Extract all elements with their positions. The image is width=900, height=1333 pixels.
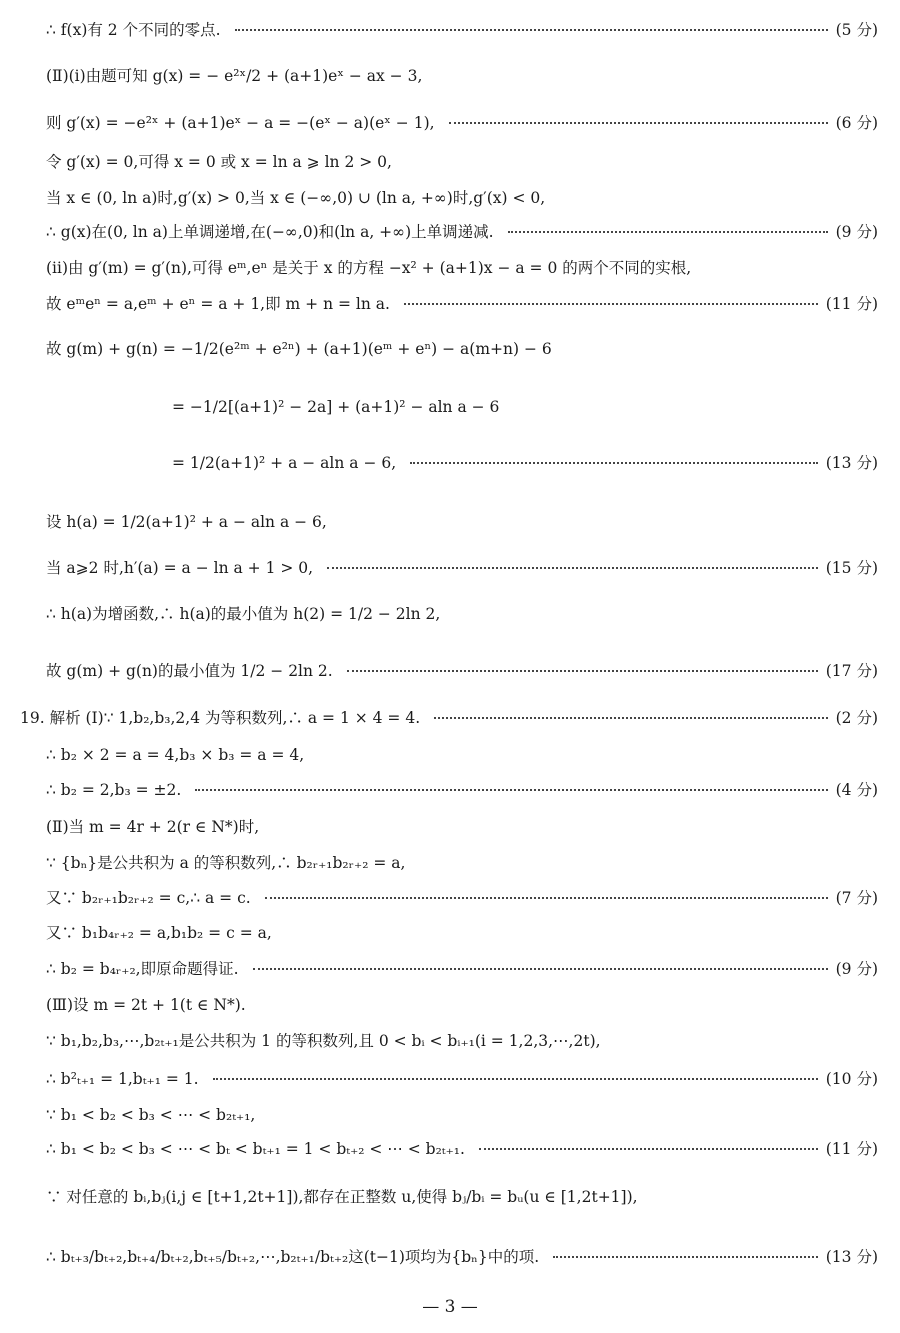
text-line	[0, 1182, 900, 1212]
leader-dots	[479, 1148, 818, 1150]
line-text: 19. 解析 (Ⅰ)∵ 1,b₂,b₃,2,4 为等积数列,∴ a = 1 × 4 = 4.	[20, 709, 421, 727]
text-line	[0, 775, 900, 805]
line-text: 故 g(m) + g(n) = −1/2(e²ᵐ + e²ⁿ) + (a+1)(eᵐ + eⁿ) − a(m+n) − 6	[46, 340, 552, 358]
text-line	[0, 553, 900, 583]
leader-dots	[410, 462, 818, 464]
leader-dots	[449, 122, 828, 124]
line-text: ∴ b₂ = b₄ᵣ₊₂,即原命题得证.	[46, 960, 239, 978]
text-line	[0, 1026, 900, 1056]
score-label: (9 分)	[835, 960, 878, 978]
text-line	[0, 217, 900, 247]
line-text: ∵ b₁ < b₂ < b₃ < ⋯ < b₂ₜ₊₁,	[46, 1106, 256, 1124]
text-line	[0, 289, 900, 319]
line-text: 故 eᵐeⁿ = a,eᵐ + eⁿ = a + 1,即 m + n = ln a.	[46, 295, 390, 313]
text-line	[0, 918, 900, 948]
line-text: (ⅱ)由 g′(m) = g′(n),可得 eᵐ,eⁿ 是关于 x 的方程 −x² + (a+1)x − a = 0 的两个不同的实根,	[46, 259, 692, 277]
text-line	[0, 656, 900, 686]
score-label: (17 分)	[825, 662, 878, 680]
text-line	[0, 1242, 900, 1272]
line-text: 设 h(a) = 1/2(a+1)² + a − aln a − 6,	[46, 513, 327, 531]
leader-dots	[327, 567, 818, 569]
score-label: (11 分)	[825, 295, 878, 313]
leader-dots	[213, 1078, 818, 1080]
score-label: (4 分)	[835, 781, 878, 799]
leader-dots	[265, 897, 828, 899]
leader-dots	[404, 303, 818, 305]
line-text: (Ⅲ)设 m = 2t + 1(t ∈ N*).	[46, 996, 246, 1014]
score-label: (9 分)	[835, 223, 878, 241]
score-label: (10 分)	[825, 1070, 878, 1088]
line-text: ∴ b₁ < b₂ < b₃ < ⋯ < bₜ < bₜ₊₁ = 1 < bₜ₊₂ < ⋯ < b₂ₜ₊₁.	[46, 1140, 465, 1158]
score-label: (13 分)	[825, 454, 878, 472]
line-text: ∴ f(x)有 2 个不同的零点.	[46, 21, 221, 39]
leader-dots	[553, 1256, 818, 1258]
text-line	[0, 990, 900, 1020]
text-line	[0, 883, 900, 913]
line-text: 则 g′(x) = −e²ˣ + (a+1)eˣ − a = −(eˣ − a)(eˣ − 1),	[46, 114, 435, 132]
text-line	[0, 334, 900, 364]
line-text: = 1/2(a+1)² + a − aln a − 6,	[172, 454, 397, 472]
line-text: (Ⅱ)(ⅰ)由题可知 g(x) = − e²ˣ/2 + (a+1)eˣ − ax − 3,	[46, 67, 423, 85]
line-text: 令 g′(x) = 0,可得 x = 0 或 x = ln a ⩾ ln 2 > 0,	[46, 153, 392, 171]
line-text: ∵ b₁,b₂,b₃,⋯,b₂ₜ₊₁是公共积为 1 的等积数列,且 0 < bᵢ < bᵢ₊₁(i = 1,2,3,⋯,2t),	[46, 1032, 601, 1050]
text-line	[0, 253, 900, 283]
text-line	[0, 392, 900, 422]
text-line	[0, 15, 900, 45]
line-text: ∴ bₜ₊₃/bₜ₊₂,bₜ₊₄/bₜ₊₂,bₜ₊₅/bₜ₊₂,⋯,b₂ₜ₊₁/bₜ₊₂这(t−1)项均为{bₙ}中的项.	[46, 1248, 540, 1266]
line-text: (Ⅱ)当 m = 4r + 2(r ∈ N*)时,	[46, 818, 260, 836]
score-label: (6 分)	[835, 114, 878, 132]
text-line	[0, 954, 900, 984]
line-text: ∴ g(x)在(0, ln a)上单调递增,在(−∞,0)和(ln a, +∞)上单调递减.	[46, 223, 494, 241]
line-text: ∴ h(a)为增函数,∴ h(a)的最小值为 h(2) = 1/2 − 2ln 2,	[46, 605, 441, 623]
leader-dots	[434, 717, 828, 719]
leader-dots	[508, 231, 828, 233]
text-line	[0, 848, 900, 878]
text-line	[0, 812, 900, 842]
text-line	[0, 507, 900, 537]
text-line	[0, 1064, 900, 1094]
line-text: 又∵ b₂ᵣ₊₁b₂ᵣ₊₂ = c,∴ a = c.	[46, 889, 251, 907]
text-line	[0, 599, 900, 629]
score-label: (5 分)	[835, 21, 878, 39]
line-text: 当 x ∈ (0, ln a)时,g′(x) > 0,当 x ∈ (−∞,0) ∪ (ln a, +∞)时,g′(x) < 0,	[46, 189, 546, 207]
score-label: (2 分)	[835, 709, 878, 727]
score-label: (15 分)	[825, 559, 878, 577]
score-label: (7 分)	[835, 889, 878, 907]
text-line	[0, 183, 900, 213]
line-text: ∴ b₂ = 2,b₃ = ±2.	[46, 781, 182, 799]
leader-dots	[195, 789, 828, 791]
text-line	[0, 147, 900, 177]
text-line	[0, 703, 900, 733]
line-text: 故 g(m) + g(n)的最小值为 1/2 − 2ln 2.	[46, 662, 333, 680]
line-text: ∴ b²ₜ₊₁ = 1,bₜ₊₁ = 1.	[46, 1070, 199, 1088]
text-line	[0, 108, 900, 138]
line-text: ∴ b₂ × 2 = a = 4,b₃ × b₃ = a = 4,	[46, 746, 305, 764]
text-line	[0, 1100, 900, 1130]
score-label: (11 分)	[825, 1140, 878, 1158]
line-text: ∵ 对任意的 bᵢ,bⱼ(i,j ∈ [t+1,2t+1]),都存在正整数 u,使得 bⱼ/bᵢ = bᵤ(u ∈ [1,2t+1]),	[46, 1188, 638, 1206]
text-line	[0, 61, 900, 91]
line-text: ∵ {bₙ}是公共积为 a 的等积数列,∴ b₂ᵣ₊₁b₂ᵣ₊₂ = a,	[46, 854, 406, 872]
text-line	[0, 448, 900, 478]
line-text: 又∵ b₁b₄ᵣ₊₂ = a,b₁b₂ = c = a,	[46, 924, 272, 942]
leader-dots	[253, 968, 828, 970]
score-label: (13 分)	[825, 1248, 878, 1266]
line-text: = −1/2[(a+1)² − 2a] + (a+1)² − aln a − 6	[172, 398, 500, 416]
leader-dots	[235, 29, 828, 31]
text-line	[0, 1134, 900, 1164]
leader-dots	[347, 670, 818, 672]
text-line	[0, 740, 900, 770]
page-number: — 3 —	[422, 1297, 478, 1317]
line-text: 当 a⩾2 时,h′(a) = a − ln a + 1 > 0,	[46, 559, 314, 577]
